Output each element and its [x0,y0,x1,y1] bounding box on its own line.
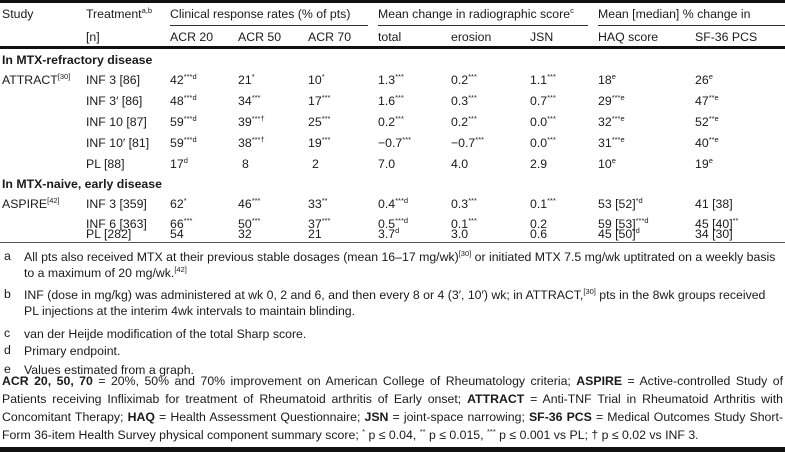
value-haq: 45 $[50]^d$ [598,226,640,241]
value-acr20: 48$^{***d}$ [170,93,197,108]
value-erosion: 0.3*** [451,93,477,108]
value-sf36: 26e [695,72,713,87]
header-col-acr70: ACR 70 [308,30,352,44]
study-aspire: ASPIRE[42] [2,196,60,211]
header-col-haq: HAQ score [598,30,659,44]
header-col-jsn: JSN [530,30,554,44]
abbreviations-legend: ACR 20, 50, 70 = 20%, 50% and 70% improvement on American College of Rheumatology criteria; ASPIRE = Active-controlled Study of Patients receiving Infliximab for treatment of Rheumatoid arthritis of Early onset; ATTRACT = Anti-TNF Trial in Rheumatoid Arthritis with Concomitant Therapy; HAQ = Health Assessment Questionnaire; JSN = joint-space narrowing; SF-36 PCS = Medical Outcomes Study Short-Form 36-item Health Survey physical component summary score; * p ≤ 0.04, ** p ≤ 0.015, *** p ≤ 0.001 vs PL; † p ≤ 0.02 vs INF 3. [2,374,783,442]
treatment-cell: INF 10′ [81] [86,136,150,150]
value-acr20: 54 [170,227,184,241]
header-col-total: total [378,30,402,44]
treatment-cell: INF 3 [359] [86,197,147,211]
value-total: 1.3*** [378,72,404,87]
header-group-percent-change: Mean [median] % change in [598,7,751,21]
value-total: 0.4$^{***d}$ [378,196,409,211]
value-sf36: 41 [38] [695,197,733,211]
value-sf36: 40$^{**e}$ [695,135,719,150]
header-col-erosion: erosion [451,30,492,44]
value-acr50: 8 [242,157,249,171]
value-jsn: 0.2 [530,217,548,231]
value-acr50: 46*** [238,196,261,211]
value-erosion: 0.1*** [451,216,477,231]
value-haq: 59 $[53]^{***d}$ [598,216,649,231]
value-acr50: 34*** [238,93,261,108]
value-total: 3.7$^d$ [378,226,400,241]
treatment-cell: PL [282] [86,227,132,241]
treatment-cell: PL [88] [86,157,125,171]
value-acr70: 25*** [308,114,331,129]
study-attract: ATTRACT[30] [2,72,71,87]
value-acr70: 10* [308,72,325,87]
value-erosion: 0.3*** [451,196,477,211]
value-jsn: 0.0*** [530,114,556,129]
value-acr70: 2 [312,157,319,171]
treatment-cell: INF 3 [86] [86,73,140,87]
footnote-letter: a [4,249,11,263]
value-acr70: 21 [308,227,322,241]
header-col-sf36: SF-36 PCS [695,30,758,44]
value-acr70: 37*** [308,216,331,231]
value-haq: 31$^{***e}$ [598,135,625,150]
header-treatment: Treatment$^{a,b}$ [86,6,153,21]
footnote-text: INF (dose in mg/kg) was administered at wk 0, 2 and 6, and then every 8 or 4 (3′, 10′) wk; in ATTRACT,[30] pts in the 8wk groups received PL injections at the interim 4wk intervals to maintain blinding. [24,287,766,318]
footnote-text: All pts also received MTX at their previous stable dosages (mean 16–17 mg/wk)[30] or initiated MTX 7.5 mg/wk uptitrated on a weekly basis to a maximum of 20 mg/wk.[42] [24,249,776,280]
table-bottom-rule [0,242,785,243]
underline-radiographic [378,25,588,26]
value-jsn: 0.7*** [530,93,556,108]
header-group-clinical: Clinical response rates (% of pts) [170,7,351,21]
value-acr70: 17*** [308,93,331,108]
value-total: 0.5$^{***d}$ [378,216,409,231]
treatment-cell: INF 10 [87] [86,115,147,129]
treatment-cell: INF 3′ [86] [86,94,143,108]
value-haq: 18e [598,72,616,87]
value-haq: 53 $[52]^{*d}$ [598,196,643,211]
section-title-mtx-refractory: In MTX-refractory disease [2,53,153,67]
value-acr50: 50*** [238,216,261,231]
value-jsn: 0.0*** [530,135,556,150]
value-erosion: 0.2*** [451,114,477,129]
value-erosion: 0.2*** [451,72,477,87]
value-acr20: 66*** [170,216,193,231]
header-col-acr20: ACR 20 [170,30,214,44]
value-acr70: 19*** [308,135,331,150]
value-total: 7.0 [378,157,396,171]
value-acr50: 38***† [238,135,265,150]
value-sf36: 52$^{**e}$ [695,114,719,129]
page-bottom-border [0,447,785,452]
value-haq: 10e [598,156,616,171]
value-acr20: 17$^d$ [170,156,188,171]
value-erosion: 4.0 [451,157,469,171]
footnote-text: van der Heijde modification of the total Sharp score. [24,327,307,341]
value-haq: 29$^{***e}$ [598,93,625,108]
value-acr20: 59$^{***d}$ [170,114,197,129]
footnote-letter: e [4,362,11,376]
value-haq: 32$^{***e}$ [598,114,625,129]
header-n: [n] [86,30,100,44]
value-acr50: 21* [238,72,255,87]
value-jsn: 1.1*** [530,72,556,87]
footnote-text: Primary endpoint. [24,344,121,358]
value-total: 1.6*** [378,93,404,108]
value-total: 0.2*** [378,114,404,129]
value-erosion: −0.7*** [451,135,485,150]
value-sf36: 47$^{**e}$ [695,93,719,108]
footnote-letter: c [4,326,11,340]
value-acr20: 42$^{***d}$ [170,72,197,87]
treatment-cell: INF 6 [363] [86,217,147,231]
value-sf36: 34 [30] [695,227,733,241]
value-acr20: 59$^{***d}$ [170,135,197,150]
value-acr70: 33** [308,196,328,211]
header-bottom-rule [0,46,785,49]
table-top-border [0,0,785,3]
footnote-letter: b [4,287,11,301]
value-jsn: 0.1*** [530,196,556,211]
header-col-acr50: ACR 50 [238,30,282,44]
footnote-text: Values estimated from a graph. [24,363,194,377]
value-acr50: 32 [238,227,252,241]
value-jsn: 0.6 [530,227,548,241]
underline-percent-change [598,25,785,26]
underline-clinical [170,25,368,26]
value-acr20: 62* [170,196,187,211]
value-jsn: 2.9 [530,157,548,171]
value-acr50: 39***† [238,114,265,129]
section-title-mtx-naive: In MTX-naive, early disease [2,177,162,191]
value-erosion: 3.0 [451,227,469,241]
footnote-letter: d [4,343,11,357]
value-total: −0.7*** [378,135,412,150]
header-study: Study [2,7,34,21]
value-sf36: 45 [40]** [695,216,739,231]
header-group-radiographic: Mean change in radiographic score$^c$ [378,6,574,21]
value-sf36: 19e [695,156,713,171]
